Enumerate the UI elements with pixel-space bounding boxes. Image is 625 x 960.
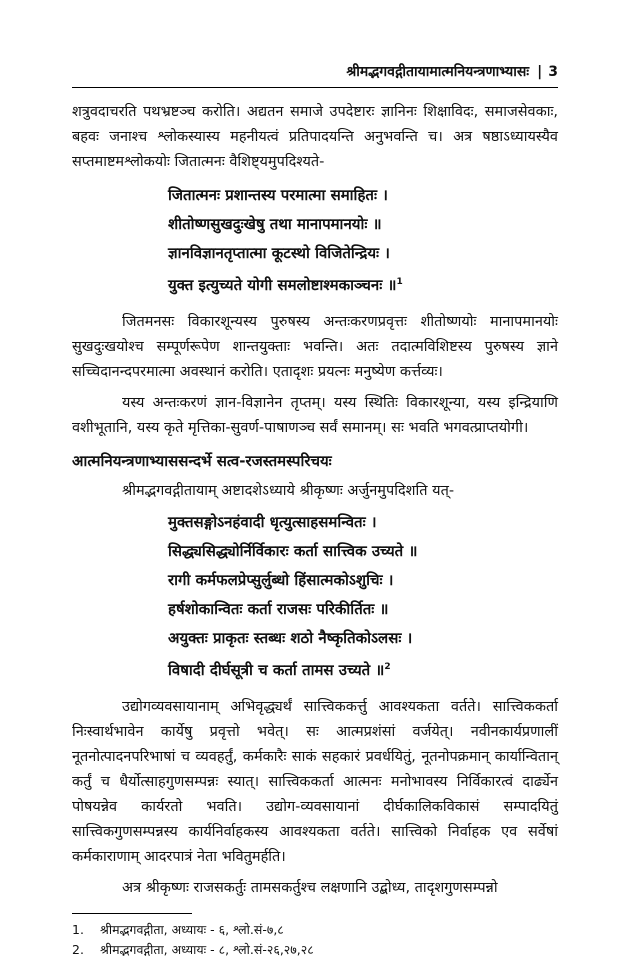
verse-line: अयुक्तः प्राकृतः स्तब्धः शठो नैष्कृतिकोऽलसः । bbox=[168, 629, 413, 647]
footnote-ref: 1 bbox=[396, 277, 403, 287]
footnote bbox=[72, 940, 558, 960]
verse-line: शीतोष्णसुखदुःखेषु तथा मानापमानयोः ॥ bbox=[168, 215, 382, 233]
running-header bbox=[72, 62, 558, 88]
footnote-ref: 2 bbox=[384, 662, 391, 672]
verse-line: हर्षशोकान्वितः कर्ता राजसः परिकीर्तितः ॥ bbox=[168, 600, 389, 618]
footnote-number: 2. bbox=[72, 942, 84, 957]
footnote bbox=[72, 920, 558, 940]
verse-line: रागी कर्मफलप्रेप्सुर्लुब्धो हिंसात्मकोऽशुचिः । bbox=[168, 571, 394, 589]
verse-line: विषादी दीर्घसूत्री च कर्ता तामस उच्यते ॥$^2$ bbox=[168, 661, 391, 679]
verse-line: युक्त इत्युच्यते योगी समलोष्टाश्मकाञ्चनः ॥$^1$ bbox=[168, 276, 403, 294]
footnote-number: 1. bbox=[72, 922, 84, 937]
header-separator: | bbox=[537, 63, 543, 80]
paragraph-2: जितमनसः विकारशून्यस्य पुरुषस्य अन्तःकरणप्रवृत्तः शीतोष्णयोः मानापमानयोः सुखदुःखयोश्च सम्पूर्णरूपेण शान्तयुक्ताः भवन्ति। अतः तदात्मविशिष्टस्य पुरुषस्य ज्ञाने सच्चिदानन्दपरमात्मा अवस्थानं करोति। एतादृशः प्रयत्नः मनुष्येण कर्त्तव्यः। bbox=[72, 314, 558, 380]
page-number: 3 bbox=[548, 63, 558, 80]
paragraph-5: अत्र श्रीकृष्णः राजसकर्तुः तामसकर्तुश्च लक्षणानि उद्बोध्य, तादृशगुणसम्पन्नो bbox=[122, 880, 498, 896]
paragraph-3: यस्य अन्तःकरणं ज्ञान-विज्ञानेन तृप्तम्। यस्य स्थितिः विकारशून्या, यस्य इन्द्रियाणि वशीभूतानि, यस्य कृते मृत्तिका-सुवर्ण-पाषाणञ्च सर्वं समानम्। सः भवति भगवत्प्राप्तयोगी। bbox=[72, 395, 558, 436]
footnote-divider bbox=[72, 913, 192, 914]
verse-block-1 bbox=[72, 181, 558, 300]
verse-block-2 bbox=[72, 508, 558, 685]
verse-line: ज्ञानविज्ञानतृप्तात्मा कूटस्थो विजितेन्द्रियः । bbox=[168, 244, 390, 262]
verse-line: मुक्तसङ्गोऽनहंवादी धृत्युत्साहसमन्वितः । bbox=[168, 513, 377, 531]
section-heading: आत्मनियन्त्रणाभ्याससन्दर्भे सत्व-रजस्तमस्परिचयः bbox=[72, 452, 332, 470]
verse-line: सिद्ध्यसिद्ध्योर्निर्विकारः कर्ता सात्त्विक उच्यते ॥ bbox=[168, 542, 418, 560]
footnote-text: श्रीमद्भगवद्गीता, अध्यायः - ६, श्लो.सं-७,८ bbox=[100, 922, 284, 937]
document-page bbox=[72, 62, 558, 960]
footnote-text: श्रीमद्भगवद्गीता, अध्यायः - ८, श्लो.सं-२६,२७,२८ bbox=[100, 942, 314, 957]
intro-line: श्रीमद्भगवद्गीतायाम् अष्टादशेऽध्याये श्रीकृष्णः अर्जुनमुपदिशति यत्- bbox=[122, 483, 455, 499]
verse-line: जितात्मनः प्रशान्तस्य परमात्मा समाहितः । bbox=[168, 186, 388, 204]
paragraph-1: शत्रुवदाचरति पथभ्रष्टञ्च करोति। अद्यतन समाजे उपदेष्टारः ज्ञानिनः शिक्षाविदः, समाजसेवकाः, बहवः जनाश्च श्लोकस्यास्य महनीयत्वं प्रतिपादयन्ति अनुभवन्ति च। अत्र षष्ठाऽध्यायस्यैव सप्तमाष्टमश्लोकयोः जितात्मनः वैशिष्ट्यमुपदिश्यते- bbox=[72, 104, 558, 170]
paragraph-4: उद्योगव्यवसायानाम् अभिवृद्ध्यर्थं सात्त्विककर्त्तु आवश्यकता वर्तते। सात्त्विककर्ता निःस्वार्थभावेन कार्येषु प्रवृत्तो भवेत्। सः आत्मप्रशंसां वर्जयेत्। नवीनकार्यप्रणालीं नूतनोत्पादनपरिभाषां च व्यवहर्तुं, कर्मकारैः साकं सहकारं प्रवर्धयितुं, नूतनोपक्रमान् कार्यान्वितान् कर्तुं च धैर्योत्साहगुणसम्पन्नः स्यात्। सात्त्विककर्ता आत्मनः मनोभावस्य निर्विकारत्वं दार्ढ्येन पोषयन्नेव कार्यरतो भवति। उद्योग-व्यवसायानां दीर्घकालिकविकासं सम्पादयितुं सात्त्विकगुणसम्पन्नस्य कार्यनिर्वाहकस्य आवश्यकता वर्तते। सात्त्विको निर्वाहक एव सर्वेषां कर्मकाराणाम् आदरपात्रं नेता भवितुमर्हति। bbox=[72, 699, 558, 865]
header-title: श्रीमद्भगवद्गीतायामात्मनियन्त्रणाभ्यासः bbox=[346, 64, 530, 80]
